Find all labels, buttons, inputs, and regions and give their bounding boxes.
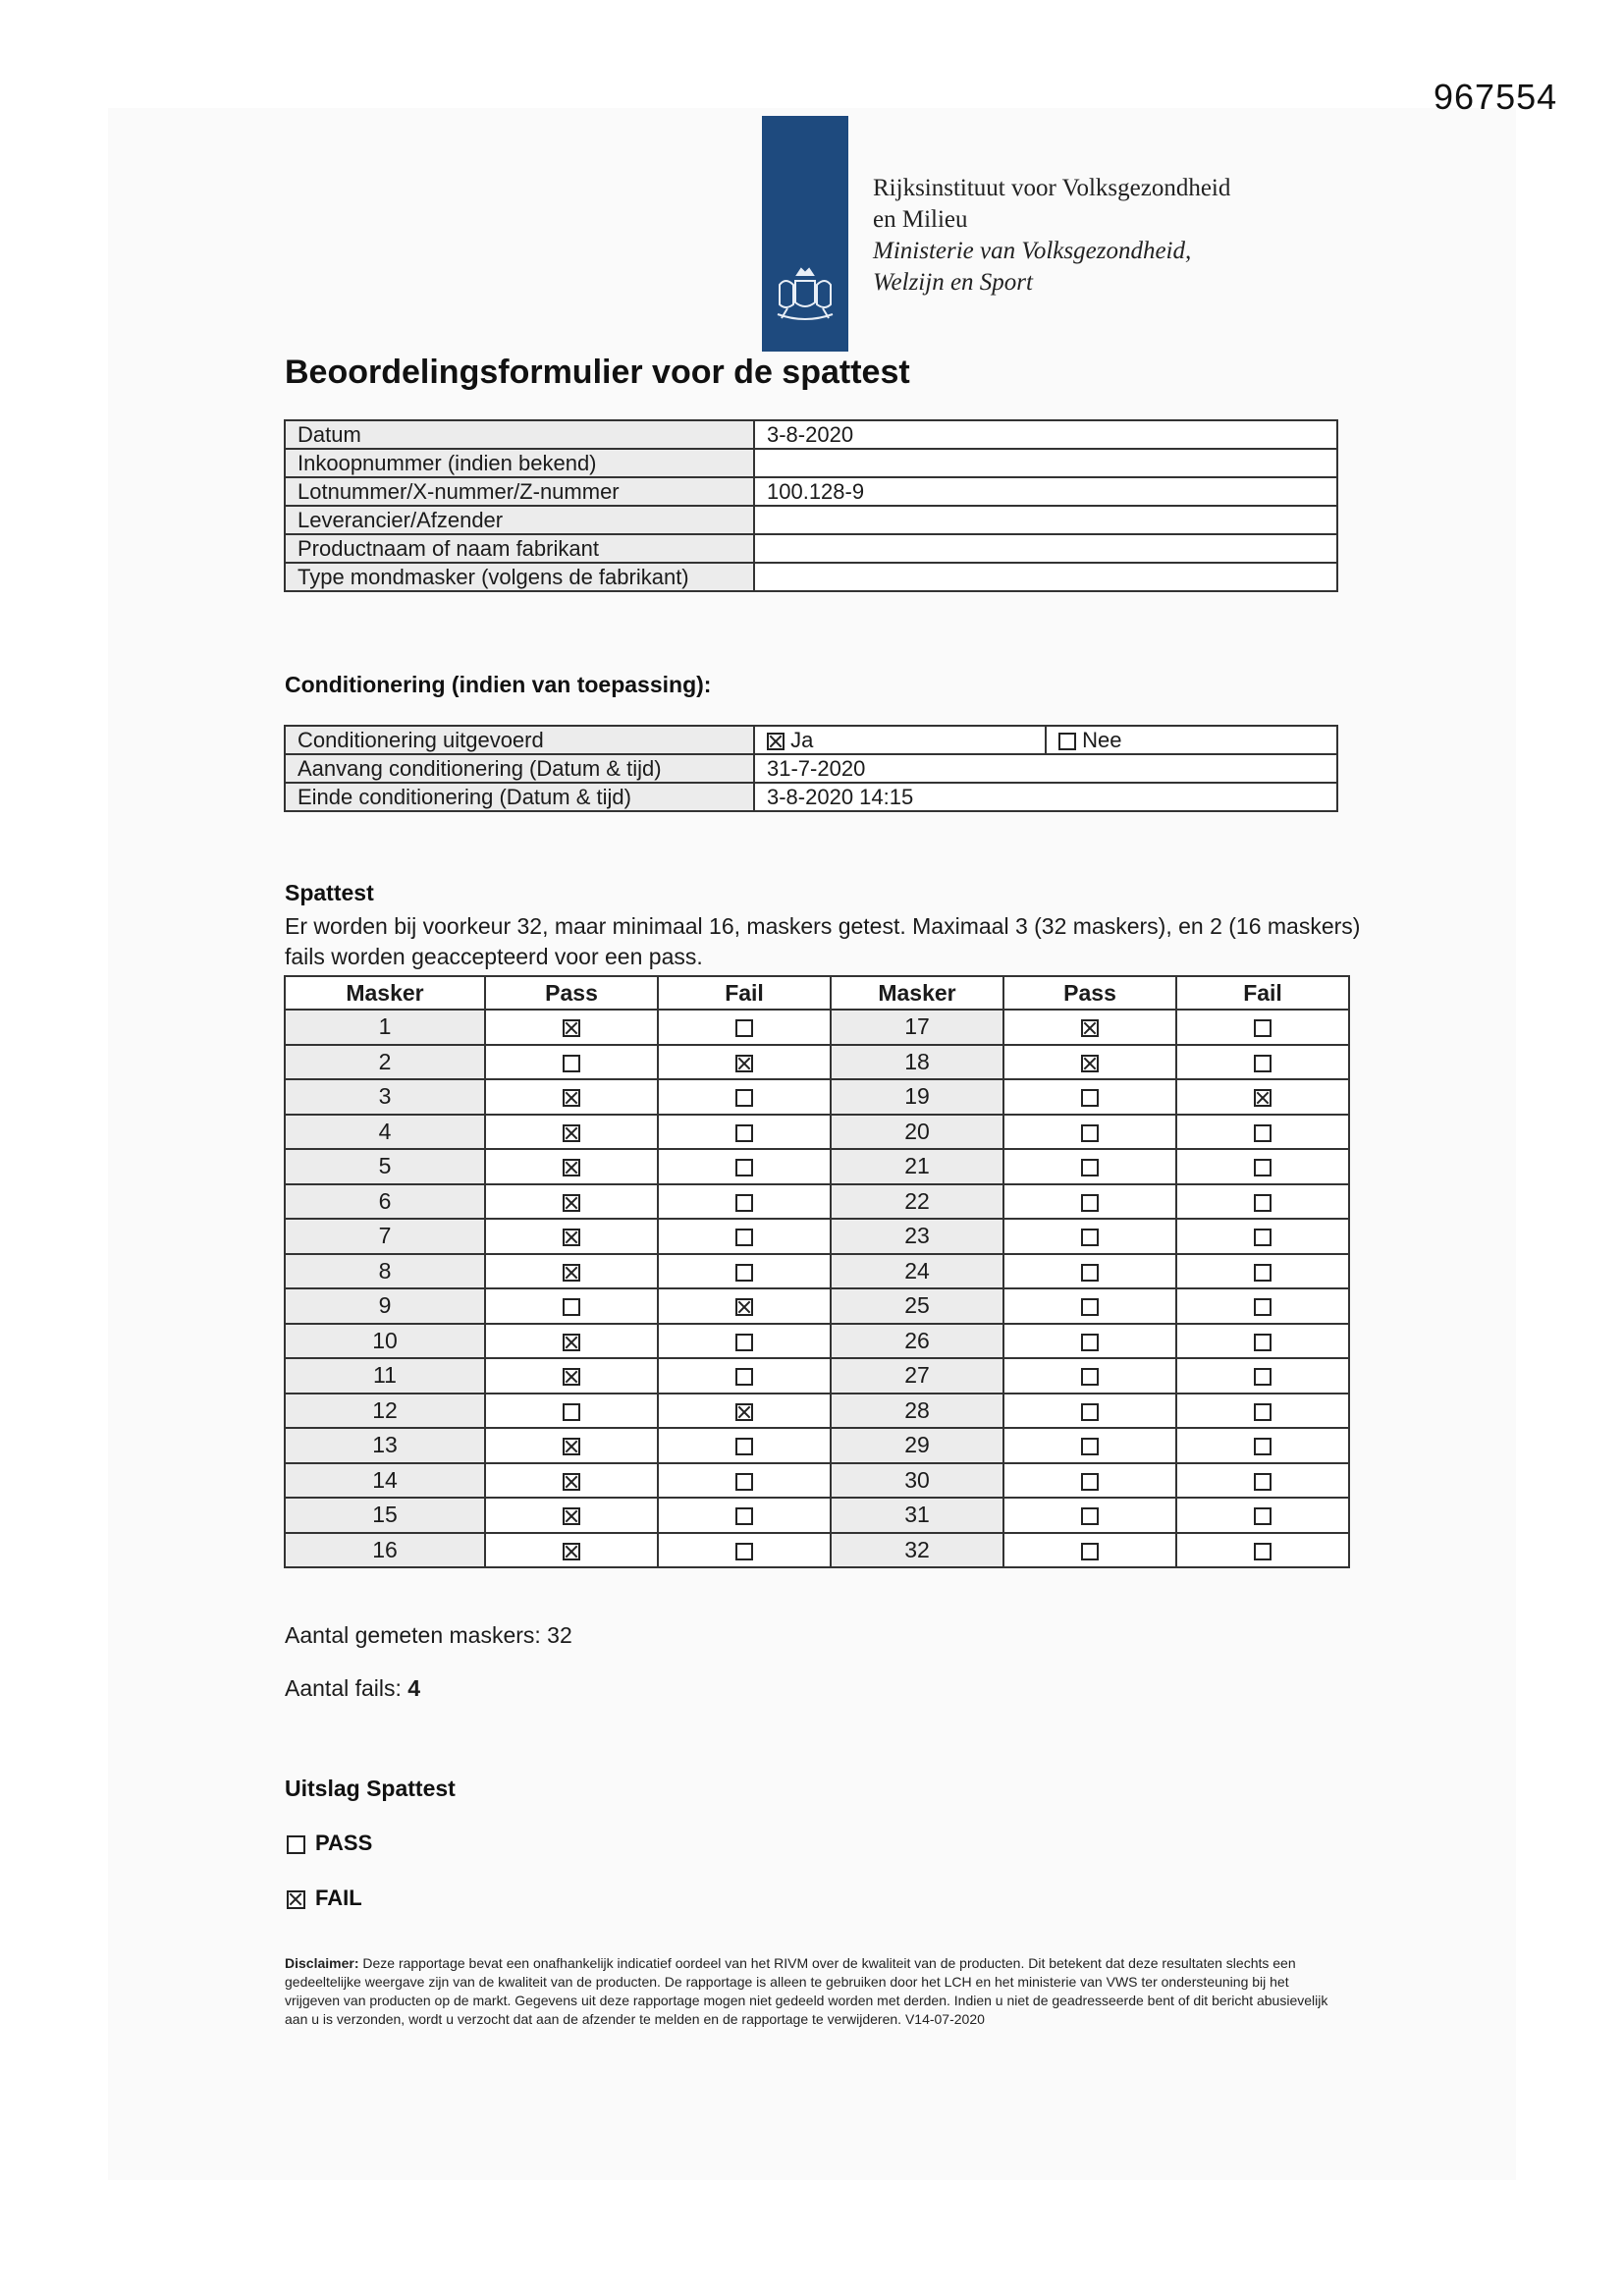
fail-cell — [658, 1428, 831, 1463]
pass-checkbox[interactable] — [1081, 1507, 1099, 1525]
pass-cell — [1003, 1149, 1176, 1184]
fail-cell — [658, 1184, 831, 1220]
mask-number: 12 — [285, 1394, 485, 1429]
pass-checkbox[interactable] — [563, 1507, 580, 1525]
fail-cell — [1176, 1463, 1349, 1499]
mask-number: 27 — [831, 1358, 1003, 1394]
table-row — [285, 1149, 1349, 1184]
pass-checkbox[interactable] — [563, 1124, 580, 1142]
mask-number: 19 — [831, 1079, 1003, 1115]
fail-checkbox[interactable] — [1254, 1124, 1272, 1142]
fail-checkbox[interactable] — [735, 1473, 753, 1491]
fail-cell — [1176, 1045, 1349, 1080]
table-row — [285, 1533, 1349, 1568]
column-header: Masker — [285, 976, 485, 1010]
pass-checkbox[interactable] — [1081, 1368, 1099, 1386]
pass-cell — [1003, 1010, 1176, 1045]
table-row — [285, 754, 1337, 783]
table-row — [285, 1219, 1349, 1254]
table-row — [285, 726, 1337, 754]
column-header: Fail — [658, 976, 831, 1010]
pass-cell — [1003, 1184, 1176, 1220]
disclaimer — [285, 1954, 1345, 2029]
info-value[interactable]: 3-8-2020 — [754, 420, 1337, 449]
fail-cell — [1176, 1219, 1349, 1254]
table-row — [285, 1498, 1349, 1533]
table-row — [285, 1045, 1349, 1080]
pass-checkbox[interactable] — [1081, 1298, 1099, 1316]
fail-checkbox[interactable] — [1254, 1264, 1272, 1282]
mask-number: 31 — [831, 1498, 1003, 1533]
coat-of-arms-icon — [768, 263, 842, 332]
mask-number: 7 — [285, 1219, 485, 1254]
fail-checkbox[interactable] — [735, 1368, 753, 1386]
table-row — [285, 1184, 1349, 1220]
mask-number: 20 — [831, 1115, 1003, 1150]
mask-number: 28 — [831, 1394, 1003, 1429]
info-label: Datum — [285, 420, 754, 449]
table-row — [285, 1428, 1349, 1463]
fail-checkbox[interactable] — [735, 1055, 753, 1072]
pass-cell — [485, 1533, 658, 1568]
pass-cell — [1003, 1324, 1176, 1359]
fail-checkbox[interactable] — [735, 1438, 753, 1455]
fail-checkbox[interactable] — [1254, 1334, 1272, 1351]
pass-checkbox[interactable] — [563, 1438, 580, 1455]
fail-checkbox[interactable] — [287, 1890, 305, 1909]
pass-checkbox[interactable] — [563, 1403, 580, 1421]
no-checkbox[interactable] — [1058, 733, 1076, 750]
mask-number: 29 — [831, 1428, 1003, 1463]
pass-checkbox[interactable] — [1081, 1124, 1099, 1142]
fail-cell — [658, 1463, 831, 1499]
mask-number: 15 — [285, 1498, 485, 1533]
table-row — [285, 563, 1337, 591]
table-row — [285, 420, 1337, 449]
pass-cell — [485, 1288, 658, 1324]
fail-cell — [658, 1498, 831, 1533]
fail-cell — [1176, 1428, 1349, 1463]
conditioning-yes-option[interactable] — [754, 726, 1046, 754]
pass-cell — [1003, 1394, 1176, 1429]
rijksoverheid-logo — [762, 116, 848, 352]
info-table — [284, 419, 1338, 592]
pass-label: PASS — [315, 1831, 373, 1855]
fail-checkbox[interactable] — [735, 1507, 753, 1525]
fail-checkbox[interactable] — [1254, 1055, 1272, 1072]
table-row — [285, 449, 1337, 477]
fail-checkbox[interactable] — [735, 1194, 753, 1212]
pass-cell — [485, 1463, 658, 1499]
fail-checkbox[interactable] — [735, 1334, 753, 1351]
pass-cell — [1003, 1358, 1176, 1394]
fail-cell — [658, 1394, 831, 1429]
fail-checkbox[interactable] — [1254, 1438, 1272, 1455]
pass-checkbox[interactable] — [563, 1368, 580, 1386]
result-fail-option[interactable] — [287, 1886, 362, 1911]
pass-cell — [1003, 1079, 1176, 1115]
table-row — [285, 534, 1337, 563]
pass-cell — [1003, 1045, 1176, 1080]
fail-checkbox[interactable] — [735, 1264, 753, 1282]
pass-cell — [485, 1079, 658, 1115]
fail-cell — [1176, 1324, 1349, 1359]
fail-cell — [658, 1358, 831, 1394]
pass-cell — [485, 1045, 658, 1080]
mask-number: 32 — [831, 1533, 1003, 1568]
pass-cell — [485, 1394, 658, 1429]
mask-number: 2 — [285, 1045, 485, 1080]
fails-count — [285, 1675, 420, 1702]
yes-label: Ja — [790, 727, 814, 752]
result-pass-option[interactable] — [287, 1831, 372, 1856]
mask-number: 5 — [285, 1149, 485, 1184]
pass-checkbox[interactable] — [1081, 1264, 1099, 1282]
mask-number: 13 — [285, 1428, 485, 1463]
fail-checkbox[interactable] — [1254, 1403, 1272, 1421]
mask-number: 1 — [285, 1010, 485, 1045]
yes-checkbox[interactable] — [767, 733, 785, 750]
spattest-heading: Spattest — [285, 880, 374, 905]
info-value[interactable] — [754, 534, 1337, 563]
fail-cell — [658, 1149, 831, 1184]
mask-number: 30 — [831, 1463, 1003, 1499]
conditioning-start-label: Aanvang conditionering (Datum & tijd) — [285, 754, 754, 783]
pass-checkbox[interactable] — [1081, 1543, 1099, 1560]
conditioning-start-value: 31-7-2020 — [754, 754, 1337, 783]
mask-number: 22 — [831, 1184, 1003, 1220]
info-value[interactable] — [754, 449, 1337, 477]
pass-cell — [485, 1358, 658, 1394]
mask-number: 11 — [285, 1358, 485, 1394]
org-line-2: en Milieu — [873, 206, 968, 233]
pass-checkbox[interactable] — [1081, 1229, 1099, 1246]
pass-checkbox[interactable] — [1081, 1159, 1099, 1176]
info-value[interactable] — [754, 506, 1337, 534]
no-label: Nee — [1082, 727, 1122, 752]
pass-cell — [1003, 1533, 1176, 1568]
pass-checkbox[interactable] — [563, 1019, 580, 1037]
fail-checkbox[interactable] — [735, 1159, 753, 1176]
table-row — [285, 506, 1337, 534]
pass-cell — [1003, 1254, 1176, 1289]
pass-cell — [1003, 1463, 1176, 1499]
pass-cell — [485, 1498, 658, 1533]
fail-cell — [658, 1254, 831, 1289]
table-row — [285, 1254, 1349, 1289]
org-line-1: Rijksinstituut voor Volksgezondheid — [873, 175, 1231, 201]
pass-checkbox[interactable] — [1081, 1438, 1099, 1455]
disclaimer-text: Deze rapportage bevat een onafhankelijk indicatief oordeel van het RIVM over de kwaliteit van de producten. Dit betekent dat deze resultaten slechts een gedeeltelijke weergave zijn van de kwaliteit van de producten. De rapportage is alleen te gebruiken door het LCH en het ministerie van VWS ter ondersteuning bij het vrijgeven van producten op de markt. Gegevens uit deze rapportage mogen niet gedeeld worden met derden. Indien u niet de geadresseerde bent of dit bericht abusievelijk aan u is verzonden, wordt u verzocht dat aan de afzender te melden en de rapportage te verwijderen. V14-07-2020 — [285, 1955, 1328, 2027]
fail-label: FAIL — [315, 1886, 362, 1910]
pass-cell — [485, 1149, 658, 1184]
mask-number: 4 — [285, 1115, 485, 1150]
mask-number: 14 — [285, 1463, 485, 1499]
mask-number: 10 — [285, 1324, 485, 1359]
table-row — [285, 1115, 1349, 1150]
organization-name — [873, 173, 1230, 299]
conditioning-heading: Conditionering (indien van toepassing): — [285, 672, 712, 697]
fail-cell — [1176, 1498, 1349, 1533]
pass-cell — [1003, 1428, 1176, 1463]
fail-cell — [1176, 1010, 1349, 1045]
table-row — [285, 1324, 1349, 1359]
conditioning-no-option[interactable] — [1046, 726, 1337, 754]
table-row — [285, 1463, 1349, 1499]
pass-checkbox[interactable] — [563, 1089, 580, 1107]
info-label: Productnaam of naam fabrikant — [285, 534, 754, 563]
fail-cell — [658, 1079, 831, 1115]
table-row — [285, 1010, 1349, 1045]
info-value[interactable]: 100.128-9 — [754, 477, 1337, 506]
info-value[interactable] — [754, 563, 1337, 591]
pass-checkbox[interactable] — [563, 1055, 580, 1072]
conditioning-end-label: Einde conditionering (Datum & tijd) — [285, 783, 754, 811]
fail-checkbox[interactable] — [1254, 1019, 1272, 1037]
column-header: Pass — [1003, 976, 1176, 1010]
table-header-row — [285, 976, 1349, 1010]
info-label: Leverancier/Afzender — [285, 506, 754, 534]
pass-cell — [1003, 1219, 1176, 1254]
pass-checkbox[interactable] — [1081, 1473, 1099, 1491]
pass-checkbox[interactable] — [1081, 1194, 1099, 1212]
disclaimer-lead: Disclaimer: — [285, 1955, 359, 1971]
mask-number: 16 — [285, 1533, 485, 1568]
fail-cell — [1176, 1149, 1349, 1184]
spattest-description: Er worden bij voorkeur 32, maar minimaal 16, maskers getest. Maximaal 3 (32 maskers), en 2 (16 maskers) fails worden geaccepteerd voor een pass. — [285, 913, 1361, 969]
pass-checkbox[interactable] — [287, 1835, 305, 1854]
fail-checkbox[interactable] — [735, 1298, 753, 1316]
fail-cell — [658, 1324, 831, 1359]
fail-checkbox[interactable] — [1254, 1368, 1272, 1386]
fail-checkbox[interactable] — [1254, 1229, 1272, 1246]
pass-checkbox[interactable] — [1081, 1055, 1099, 1072]
measured-count: Aantal gemeten maskers: 32 — [285, 1622, 572, 1648]
table-row — [285, 783, 1337, 811]
fail-cell — [1176, 1079, 1349, 1115]
mask-number: 26 — [831, 1324, 1003, 1359]
info-label: Type mondmasker (volgens de fabrikant) — [285, 563, 754, 591]
fail-checkbox[interactable] — [1254, 1507, 1272, 1525]
table-row — [285, 477, 1337, 506]
pass-checkbox[interactable] — [563, 1473, 580, 1491]
pass-checkbox[interactable] — [1081, 1403, 1099, 1421]
column-header: Fail — [1176, 976, 1349, 1010]
fail-checkbox[interactable] — [1254, 1194, 1272, 1212]
mask-number: 23 — [831, 1219, 1003, 1254]
table-row — [285, 1079, 1349, 1115]
page-title: Beoordelingsformulier voor de spattest — [285, 354, 910, 391]
fail-cell — [1176, 1184, 1349, 1220]
pass-cell — [1003, 1498, 1176, 1533]
fail-cell — [658, 1219, 831, 1254]
table-row — [285, 1394, 1349, 1429]
pass-cell — [485, 1428, 658, 1463]
mask-number: 6 — [285, 1184, 485, 1220]
fail-cell — [1176, 1254, 1349, 1289]
fails-label: Aantal fails: — [285, 1675, 408, 1701]
mask-number: 17 — [831, 1010, 1003, 1045]
column-header: Masker — [831, 976, 1003, 1010]
pass-checkbox[interactable] — [563, 1334, 580, 1351]
pass-cell — [485, 1219, 658, 1254]
pass-cell — [485, 1324, 658, 1359]
fail-checkbox[interactable] — [735, 1543, 753, 1560]
org-line-4: Welzijn en Sport — [873, 269, 1033, 296]
pass-checkbox[interactable] — [563, 1543, 580, 1560]
pass-checkbox[interactable] — [563, 1229, 580, 1246]
conditioning-performed-label: Conditionering uitgevoerd — [285, 726, 754, 754]
pass-cell — [485, 1184, 658, 1220]
info-label: Inkoopnummer (indien bekend) — [285, 449, 754, 477]
fails-value: 4 — [407, 1675, 421, 1701]
mask-results-table — [284, 975, 1350, 1568]
pass-checkbox[interactable] — [1081, 1089, 1099, 1107]
fail-checkbox[interactable] — [1254, 1159, 1272, 1176]
pass-checkbox[interactable] — [563, 1298, 580, 1316]
pass-cell — [485, 1010, 658, 1045]
conditioning-end-value: 3-8-2020 14:15 — [754, 783, 1337, 811]
fail-cell — [1176, 1115, 1349, 1150]
table-row — [285, 1358, 1349, 1394]
mask-number: 3 — [285, 1079, 485, 1115]
document-id: 967554 — [1434, 77, 1558, 117]
pass-cell — [485, 1115, 658, 1150]
fail-checkbox[interactable] — [735, 1403, 753, 1421]
mask-number: 9 — [285, 1288, 485, 1324]
fail-checkbox[interactable] — [1254, 1298, 1272, 1316]
fail-cell — [1176, 1358, 1349, 1394]
mask-number: 24 — [831, 1254, 1003, 1289]
fail-checkbox[interactable] — [1254, 1543, 1272, 1560]
fail-checkbox[interactable] — [735, 1124, 753, 1142]
conditioning-table — [284, 725, 1338, 812]
table-row — [285, 1288, 1349, 1324]
info-label: Lotnummer/X-nummer/Z-nummer — [285, 477, 754, 506]
fail-checkbox[interactable] — [1254, 1473, 1272, 1491]
fail-checkbox[interactable] — [735, 1229, 753, 1246]
pass-cell — [485, 1254, 658, 1289]
fail-cell — [1176, 1533, 1349, 1568]
fail-cell — [658, 1115, 831, 1150]
fail-cell — [658, 1288, 831, 1324]
fail-cell — [658, 1045, 831, 1080]
fail-cell — [1176, 1394, 1349, 1429]
pass-checkbox[interactable] — [563, 1194, 580, 1212]
fail-checkbox[interactable] — [735, 1019, 753, 1037]
column-header: Pass — [485, 976, 658, 1010]
result-heading: Uitslag Spattest — [285, 1776, 456, 1801]
mask-number: 21 — [831, 1149, 1003, 1184]
fail-cell — [658, 1010, 831, 1045]
pass-checkbox[interactable] — [1081, 1019, 1099, 1037]
fail-checkbox[interactable] — [735, 1089, 753, 1107]
pass-checkbox[interactable] — [563, 1159, 580, 1176]
mask-number: 8 — [285, 1254, 485, 1289]
pass-cell — [1003, 1115, 1176, 1150]
pass-checkbox[interactable] — [563, 1264, 580, 1282]
pass-checkbox[interactable] — [1081, 1334, 1099, 1351]
pass-cell — [1003, 1288, 1176, 1324]
mask-number: 18 — [831, 1045, 1003, 1080]
fail-checkbox[interactable] — [1254, 1089, 1272, 1107]
org-line-3: Ministerie van Volksgezondheid, — [873, 238, 1192, 264]
fail-cell — [658, 1533, 831, 1568]
mask-number: 25 — [831, 1288, 1003, 1324]
fail-cell — [1176, 1288, 1349, 1324]
